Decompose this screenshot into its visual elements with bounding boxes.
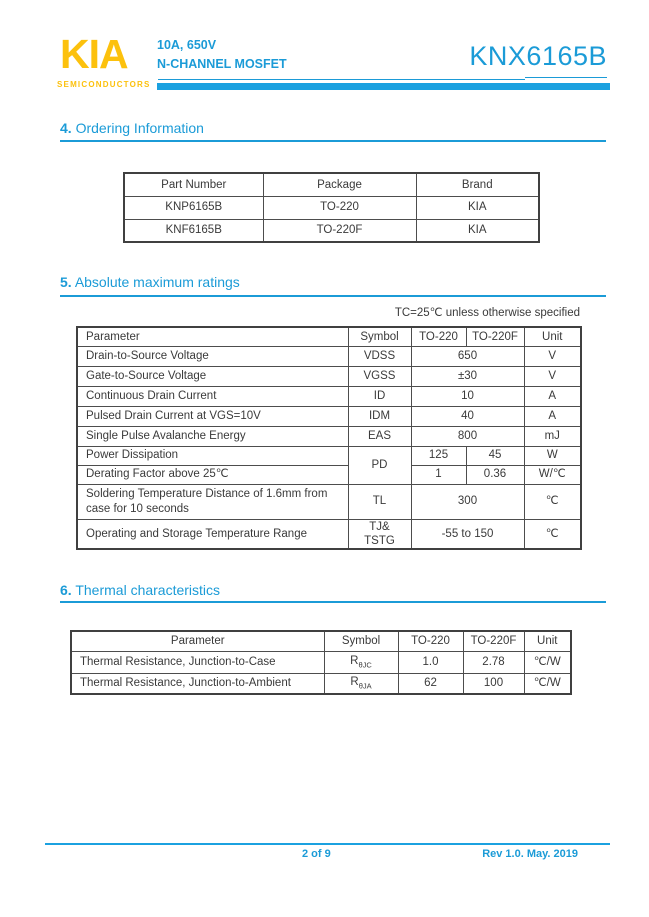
section-ordering-heading — [60, 120, 204, 136]
symbol-cell — [324, 651, 398, 673]
unit-cell: V — [524, 366, 581, 386]
section-thermal-underline — [60, 601, 606, 603]
table-row — [124, 196, 539, 219]
table-row — [77, 519, 581, 549]
symbol-cell: VDSS — [348, 346, 411, 366]
table-header-cell: Brand — [416, 173, 539, 196]
table-header-cell: Part Number — [124, 173, 263, 196]
table-row — [77, 426, 581, 446]
value-cell: 100 — [463, 673, 524, 694]
value-cell: 125 — [411, 446, 466, 465]
header-rule-thin-right — [525, 77, 607, 78]
symbol-cell: VGSS — [348, 366, 411, 386]
absolute-maximum-ratings-table — [76, 326, 582, 550]
value-cell: 10 — [411, 386, 524, 406]
unit-cell: ℃ — [524, 519, 581, 549]
value-cell: 45 — [466, 446, 524, 465]
value-cell: 650 — [411, 346, 524, 366]
symbol-cell: TL — [348, 484, 411, 519]
value-cell: 300 — [411, 484, 524, 519]
table-header-cell: TO-220F — [463, 631, 524, 651]
table-row — [71, 673, 571, 694]
parameter-cell: Single Pulse Avalanche Energy — [77, 426, 348, 446]
unit-cell: A — [524, 406, 581, 426]
symbol-cell: EAS — [348, 426, 411, 446]
table-row — [124, 219, 539, 242]
parameter-cell: Operating and Storage Temperature Range — [77, 519, 348, 549]
symbol-cell: IDM — [348, 406, 411, 426]
section-title: Absolute maximum ratings — [74, 274, 240, 290]
logo-subtext: SEMICONDUCTORS — [57, 80, 151, 89]
unit-cell: ℃ — [524, 484, 581, 519]
symbol-subscript: θJA — [358, 681, 372, 691]
unit-cell: V — [524, 346, 581, 366]
section-absmax-heading — [60, 274, 240, 290]
value-cell: 0.36 — [466, 465, 524, 484]
footer-rule — [45, 843, 610, 845]
table-header-cell: Symbol — [324, 631, 398, 651]
table-header-cell: Unit — [524, 631, 571, 651]
symbol-base: R — [350, 655, 359, 668]
parameter-cell: Derating Factor above 25℃ — [77, 465, 348, 484]
unit-cell: W — [524, 446, 581, 465]
table-header-cell: Symbol — [348, 327, 411, 346]
table-header-row — [77, 327, 581, 346]
header-rule-thin-left — [158, 79, 525, 80]
package-cell: TO-220 — [263, 196, 416, 219]
symbol-cell: PD — [348, 446, 411, 484]
table-row — [77, 484, 581, 519]
package-cell: TO-220F — [263, 219, 416, 242]
revision-label: Rev 1.0. May. 2019 — [482, 848, 578, 860]
ordering-table — [123, 172, 540, 243]
table-row — [77, 366, 581, 386]
part-number-cell: KNF6165B — [124, 219, 263, 242]
symbol-cell: ID — [348, 386, 411, 406]
table-header-cell: TO-220 — [411, 327, 466, 346]
parameter-cell: Power Dissipation — [77, 446, 348, 465]
parameter-cell: Continuous Drain Current — [77, 386, 348, 406]
table-header-cell: Parameter — [77, 327, 348, 346]
device-spec-summary — [157, 36, 287, 74]
value-cell: 2.78 — [463, 651, 524, 673]
section-title: Ordering Information — [75, 120, 204, 136]
unit-cell: W/℃ — [524, 465, 581, 484]
symbol-base: R — [350, 676, 359, 689]
section-number: 6. — [60, 582, 72, 598]
kia-logo: KIA — [60, 31, 128, 77]
value-cell: 62 — [398, 673, 463, 694]
table-row — [77, 346, 581, 366]
table-header-row — [124, 173, 539, 196]
section-absmax-underline — [60, 295, 606, 297]
table-header-cell: TO-220F — [466, 327, 524, 346]
table-header-row — [71, 631, 571, 651]
value-cell: 800 — [411, 426, 524, 446]
spec-device-type: N-CHANNEL MOSFET — [157, 57, 287, 71]
parameter-cell: Thermal Resistance, Junction-to-Case — [71, 651, 324, 673]
parameter-cell: Drain-to-Source Voltage — [77, 346, 348, 366]
unit-cell: A — [524, 386, 581, 406]
table-header-cell: Package — [263, 173, 416, 196]
symbol-subscript: θJC — [358, 660, 372, 670]
part-number-title: KNX6165B — [469, 41, 607, 71]
section-number: 4. — [60, 120, 72, 136]
section-ordering-underline — [60, 140, 606, 142]
parameter-cell: Thermal Resistance, Junction-to-Ambient — [71, 673, 324, 694]
header-rule-thick — [157, 83, 610, 90]
brand-cell: KIA — [416, 219, 539, 242]
table-row — [77, 446, 581, 465]
unit-cell: mJ — [524, 426, 581, 446]
value-cell: 1.0 — [398, 651, 463, 673]
condition-note: TC=25℃ unless otherwise specified — [394, 307, 580, 319]
parameter-cell: Gate-to-Source Voltage — [77, 366, 348, 386]
table-header-cell: Unit — [524, 327, 581, 346]
table-row — [77, 386, 581, 406]
table-header-cell: Parameter — [71, 631, 324, 651]
table-row — [77, 465, 581, 484]
brand-cell: KIA — [416, 196, 539, 219]
table-row — [71, 651, 571, 673]
spec-current-voltage: 10A, 650V — [157, 38, 217, 52]
parameter-cell: Pulsed Drain Current at VGS=10V — [77, 406, 348, 426]
value-cell: 1 — [411, 465, 466, 484]
section-title: Thermal characteristics — [75, 582, 221, 598]
value-cell: ±30 — [411, 366, 524, 386]
page-indicator: 2 of 9 — [302, 848, 331, 860]
table-header-cell: TO-220 — [398, 631, 463, 651]
parameter-cell: Soldering Temperature Distance of 1.6mm from case for 10 seconds — [77, 484, 348, 519]
part-number-cell: KNP6165B — [124, 196, 263, 219]
section-number: 5. — [60, 274, 72, 290]
symbol-cell: TJ& TSTG — [348, 519, 411, 549]
thermal-characteristics-table — [70, 630, 572, 695]
value-cell: 40 — [411, 406, 524, 426]
section-thermal-heading — [60, 582, 220, 598]
table-row — [77, 406, 581, 426]
symbol-cell — [324, 673, 398, 694]
unit-cell: ℃/W — [524, 651, 571, 673]
value-cell: -55 to 150 — [411, 519, 524, 549]
unit-cell: ℃/W — [524, 673, 571, 694]
